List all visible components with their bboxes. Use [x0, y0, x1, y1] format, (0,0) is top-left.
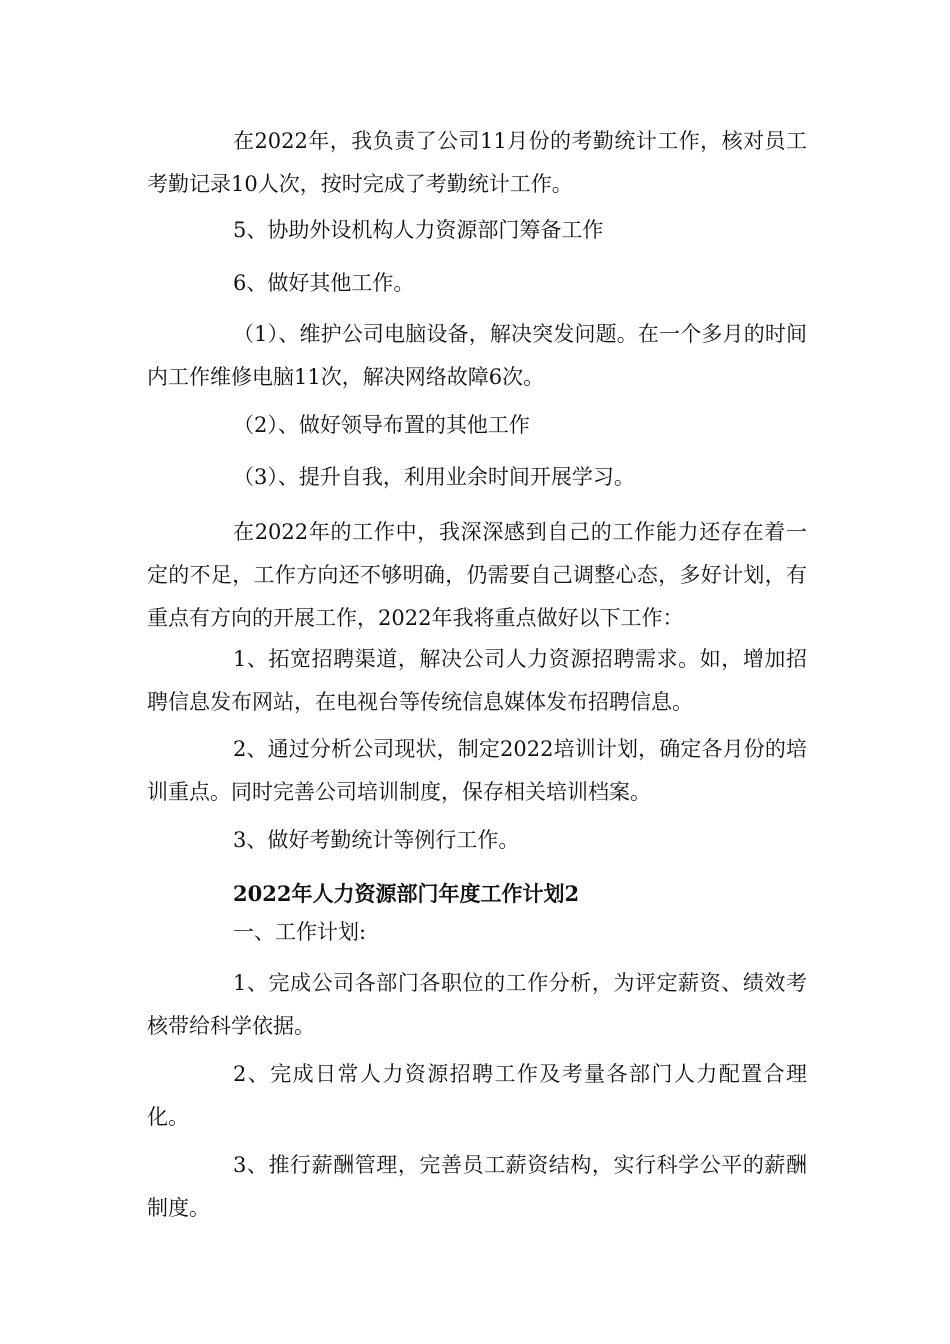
- paragraph-item-6: 6、做好其他工作。: [233, 271, 415, 295]
- paragraph-plan-1: 1、拓宽招聘渠道，解决公司人力资源招聘需求。如，增加招聘信息发布网站，在电视台等传统信息媒体发布招聘信息。: [147, 647, 807, 714]
- paragraph-attendance: 在2022年，我负责了公司11月份的考勤统计工作，核对员工考勤记录10人次，按时完成了考勤统计工作。: [147, 129, 807, 196]
- paragraph-summary: 在2022年的工作中，我深深感到自己的工作能力还存在着一定的不足，工作方向还不够明确，仍需要自己调整心态，多好计划，有重点有方向的开展工作，2022年我将重点做好以下工作：: [147, 520, 807, 630]
- paragraph-subitem-1: （1）、维护公司电脑设备，解决突发问题。在一个多月的时间内工作维修电脑11次，解决网络故障6次。: [147, 322, 807, 389]
- plan-item-1: 1、完成公司各部门各职位的工作分析，为评定薪资、绩效考核带给科学依据。: [147, 971, 807, 1038]
- paragraph-plan-2: 2、通过分析公司现状，制定2022培训计划，确定各月份的培训重点。同时完善公司培训制度，保存相关培训档案。: [147, 737, 807, 804]
- plan-item-3: 3、推行薪酬管理，完善员工薪资结构，实行科学公平的薪酬制度。: [147, 1153, 807, 1220]
- section-heading: 2022年人力资源部门年度工作计划2: [233, 881, 580, 906]
- paragraph-subitem-3: （3）、提升自我，利用业余时间开展学习。: [233, 465, 635, 489]
- paragraph-subitem-2: （2）、做好领导布置的其他工作: [233, 413, 530, 437]
- section-title: 一、工作计划:: [233, 920, 367, 944]
- plan-item-2: 2、完成日常人力资源招聘工作及考量各部门人力配置合理化。: [147, 1062, 807, 1129]
- paragraph-plan-3: 3、做好考勤统计等例行工作。: [233, 828, 520, 852]
- paragraph-item-5: 5、协助外设机构人力资源部门筹备工作: [233, 218, 604, 242]
